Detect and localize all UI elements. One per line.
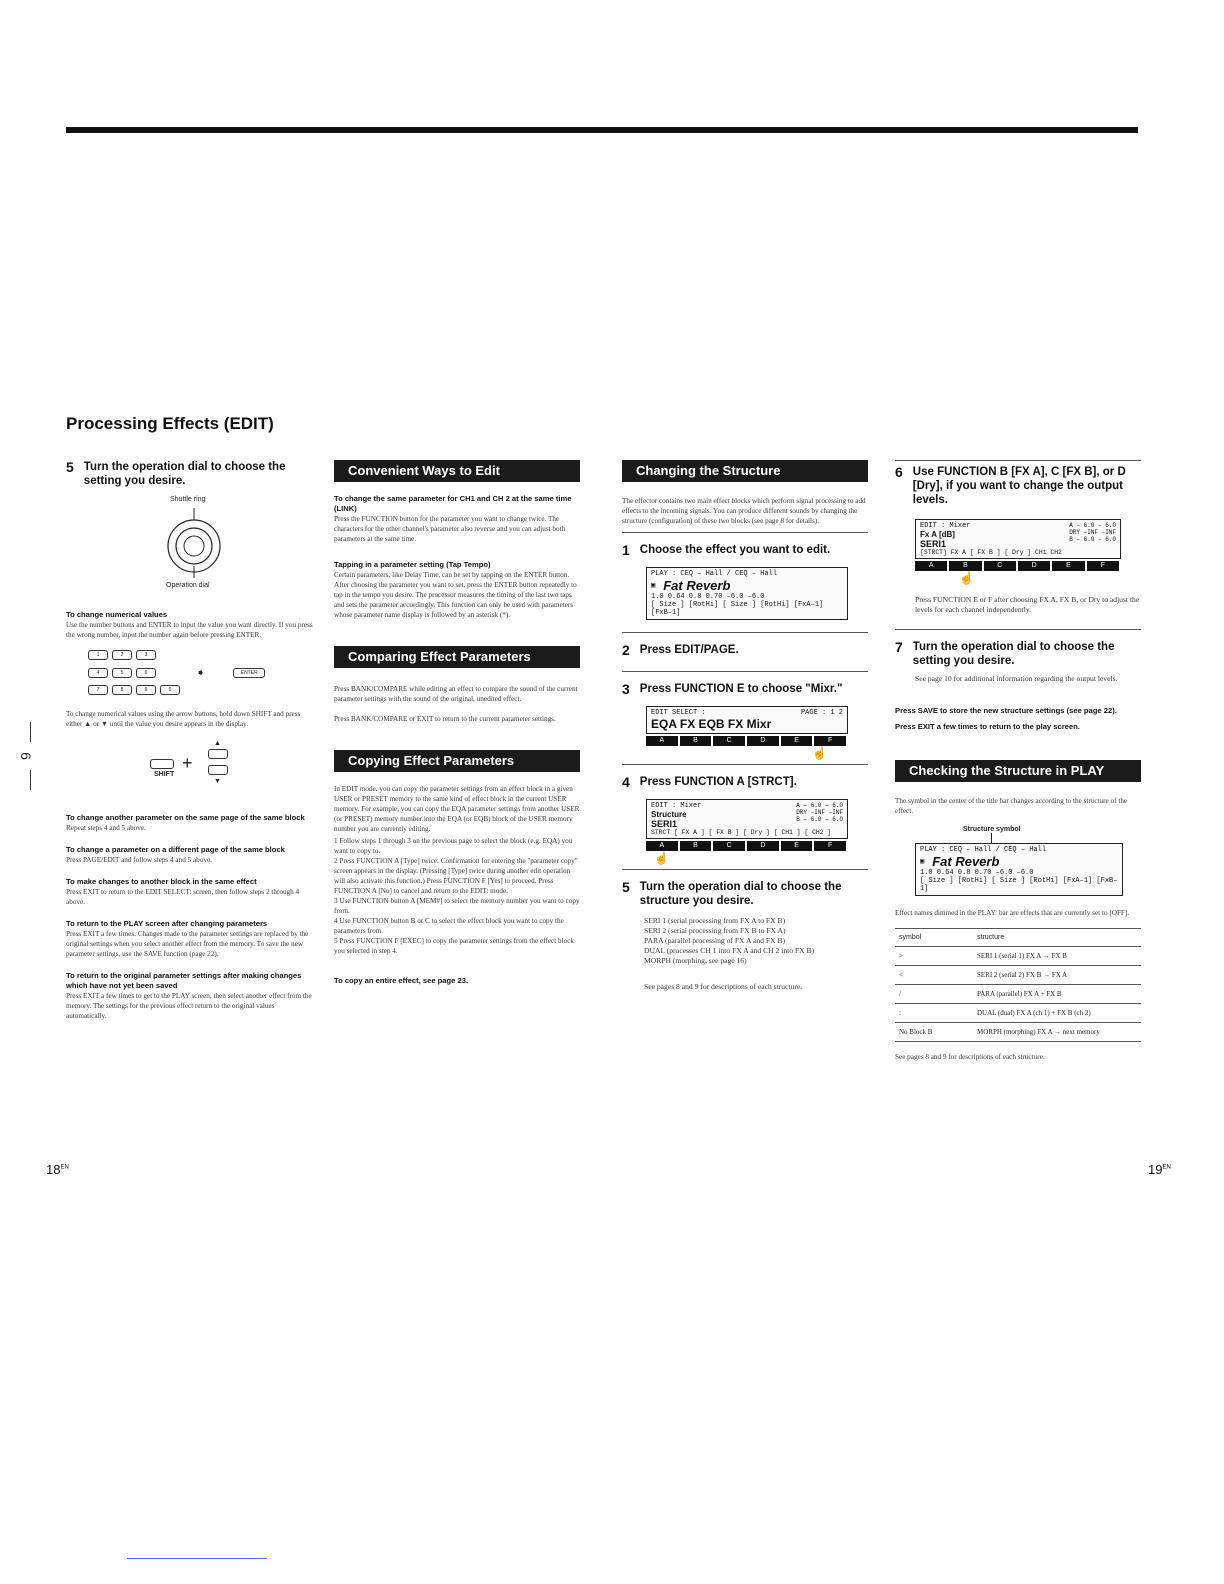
function-key-f[interactable]: F — [814, 841, 848, 851]
arrow-right-icon: ➧ — [196, 667, 206, 679]
section-text: Use the number buttons and ENTER to input the value you want directly. If you press the wrong number, input the number again before pressing ENTER. — [66, 621, 313, 639]
lcd-line: Fx A [dB] — [920, 530, 955, 539]
divider — [622, 764, 868, 765]
step-7: 7 Turn the operation dial to choose the setting you desire. — [895, 640, 1141, 668]
shift-label: SHIFT — [154, 771, 175, 778]
dial-illustration — [66, 498, 314, 588]
lcd-edit-mixer-fxa — [915, 519, 1121, 559]
section-title: To change another parameter on the same page of the same block — [66, 813, 305, 822]
key-1[interactable]: 1 — [88, 650, 108, 660]
divider — [895, 629, 1141, 630]
step-text: Press EDIT/PAGE. — [639, 644, 739, 656]
lcd-blocks: EQA FX EQB FX Mixr — [651, 717, 772, 731]
lcd-labels: [ Size ] [RotHi] [ Size ] [RotHi] [FxA–1] [FxB–1] — [920, 877, 1118, 893]
key-7[interactable]: 7 — [88, 685, 108, 695]
function-key-c[interactable]: C — [713, 736, 747, 746]
heading-comparing: Comparing Effect Parameters — [334, 646, 580, 668]
table-footer: See pages 8 and 9 for descriptions of each structure. — [895, 1053, 1045, 1061]
divider — [622, 532, 868, 533]
lcd-structure-icon: ▣ — [920, 858, 925, 866]
heading-convenient-ways: Convenient Ways to Edit — [334, 460, 580, 482]
copy-step: 3 Use FUNCTION button A [MEM#] to select the memory number you want to copy from. — [334, 897, 580, 915]
tap-tempo-text: Certain parameters, like Delay Time, can be set by tapping on the ENTER button. After choosing the parameter you want to set, press the ENTER button repeatedly to tap in the tempo you desire. The processor measures the timing of the last two taps and sets the parameter accordingly. This function can only be used with parameters whose parameter name display is followed by an asterisk (*). — [334, 571, 577, 619]
copy-intro: In EDIT mode, you can copy the parameter settings from an effect block in a given USER or PRESET memory to the same kind of effect block in the current USER memory. For example, you can copy the EQA parameter settings from another USER (or PRESET) memory number into the EQA (or EQB) block of the USER memory number you are currently editing. — [334, 785, 580, 833]
number-keys — [66, 650, 314, 695]
lcd-effect-name: Fat Reverb — [663, 578, 731, 593]
table-row: / PARA (parallel) FX A + FX B — [895, 985, 1141, 1004]
function-key-a[interactable]: A — [646, 736, 680, 746]
heading-checking-structure: Checking the Structure in PLAY Mode — [895, 760, 1141, 782]
step-text: Turn the operation dial to choose the setting you desire. — [912, 641, 1115, 667]
structure-item: SERI 2 (serial processing from FX B to FX A) — [644, 926, 786, 935]
divider — [895, 460, 1141, 461]
function-key-a[interactable]: A — [915, 561, 949, 571]
bottom-line — [127, 1558, 267, 1559]
save-note: Press SAVE to store the new structure settings (see page 22). — [895, 706, 1117, 715]
step-text: Press FUNCTION A [STRCT]. — [639, 776, 797, 788]
lcd-values: 1.0 0.64 0.8 0.70 –6.0 –6.0 — [651, 593, 765, 601]
lcd-line: EDIT : Mixer — [920, 522, 971, 530]
enter-key[interactable]: ENTER — [233, 668, 265, 678]
structure-list — [644, 916, 868, 966]
function-key-e[interactable]: E — [781, 736, 815, 746]
structure-table — [895, 928, 1141, 1042]
step7-note: See page 10 for additional information regarding the output levels. — [915, 674, 1118, 683]
section-title: To make changes to another block in the same effect — [66, 877, 257, 886]
table-row: No Block B MORPH (morphing) FX A → next memory — [895, 1023, 1141, 1042]
lcd-dry-value: DRY –INF –INF — [796, 809, 843, 816]
function-key-e[interactable]: E — [1052, 561, 1086, 571]
shuttle-label: Shuttle ring — [170, 496, 206, 503]
step-5: 5 Turn the operation dial to choose the structure you desire. — [622, 880, 868, 908]
page-number-left: $18^{EN}$ — [46, 1162, 69, 1177]
copy-footer: To copy an entire effect, see page 23. — [334, 976, 469, 985]
function-key-c[interactable]: C — [984, 561, 1018, 571]
step-text: Turn the operation dial to choose the setting you desire. — [83, 461, 286, 487]
function-key-a[interactable]: A — [646, 841, 680, 851]
function-key-b[interactable]: B — [680, 736, 714, 746]
check-intro: The symbol in the center of the title bar changes according to the structure of the effect. — [895, 797, 1128, 815]
section-title: To change a parameter on a different page of the same block — [66, 845, 285, 854]
function-key-f[interactable]: F — [814, 736, 848, 746]
lcd-values: 1.0 0.64 0.8 0.70 –6.0 –6.0 — [920, 869, 1034, 877]
down-key[interactable] — [208, 765, 228, 775]
structure-item: PARA (parallel processing of FX A and FX B) — [644, 936, 786, 945]
structure-item: MORPH (morphing, see page 16) — [644, 956, 747, 965]
key-2[interactable]: 2 — [112, 650, 132, 660]
step6-note: Press FUNCTION E or F after choosing FX A, FX B, or Dry to adjust the levels for each channel independently. — [915, 595, 1140, 614]
function-key-b[interactable]: B — [949, 561, 983, 571]
lcd-labels: [ Size ] [RotHi] [ Size ] [RotHi] [FxA–1] [FxB–1] — [651, 601, 824, 617]
compare-text-2: Press BANK/COMPARE or EXIT to return to the current parameter settings. — [334, 715, 556, 723]
pointer-line — [991, 833, 992, 843]
heading-changing-structure: Changing the Structure — [622, 460, 868, 482]
function-key-f[interactable]: F — [1087, 561, 1121, 571]
link-text: Press the FUNCTION button for the parameter you want to change twice. The characters for the other channel's parameter also reverse and you can adjust both parameters at the same time. — [334, 515, 566, 543]
copy-step: 4 Use FUNCTION button B or C to select the effect block you want to copy the parameters from. — [334, 917, 564, 935]
copy-step: 2 Press FUNCTION A [Type] twice. Confirmation for entering the "parameter copy" screen appears in the display. (Pressing [Type] twice during another edit operation will also activate this function.) Press FUNCTION F [Yes] to proceed. Press FUNCTION A [No] to cancel and return to the EDIT: mode. — [334, 857, 578, 895]
column-2 — [334, 460, 580, 986]
page-number-right: $19^{EN}$ — [1148, 1162, 1171, 1177]
key-8[interactable]: 8 — [112, 685, 132, 695]
lcd-play — [646, 567, 848, 620]
margin-rule-top — [30, 722, 31, 742]
margin-rule-bottom — [30, 770, 31, 790]
step-1: 1 Choose the effect you want to edit. — [622, 542, 831, 558]
copy-step: 1 Follow steps 1 through 3 on the previous page to select the block (e.g. EQA) you want to copy to. — [334, 837, 573, 855]
function-key-c[interactable]: C — [713, 841, 747, 851]
function-key-d[interactable]: D — [1018, 561, 1052, 571]
lcd-structure-icon: ▣ — [651, 582, 656, 590]
step-6: 6 Use FUNCTION B [FX A], C [FX B], or D [Dry], if you want to change the output levels. — [895, 465, 1141, 507]
section-text: Repeat steps 4 and 5 above. — [66, 824, 146, 832]
heading-copying: Copying Effect Parameters — [334, 750, 580, 772]
lcd-line: EDIT SELECT : — [651, 709, 706, 717]
lcd-effect-name: Fat Reverb — [932, 854, 1000, 869]
step-4: 4 Press FUNCTION A [STRCT]. — [622, 774, 797, 790]
step-3: 3 Press FUNCTION E to choose "Mixr." — [622, 681, 843, 697]
structure-symbol-label: Structure symbol — [963, 826, 1021, 833]
step-text: Choose the effect you want to edit. — [639, 544, 831, 556]
function-key-d[interactable]: D — [747, 736, 781, 746]
key-4[interactable]: 4 — [88, 668, 108, 678]
lcd-dry-value: DRY –INF –INF — [1069, 529, 1116, 536]
table-header: structure — [973, 929, 1141, 947]
step-2: 2 Press EDIT/PAGE. — [622, 642, 739, 658]
top-rule — [66, 127, 1138, 133]
lcd-line: Structure — [651, 810, 687, 819]
section-text: Press EXIT a few times. Changes made to the parameter settings are replaced by the original settings when you select another effect from the memory. To save the new parameter settings, use the SAVE function (page 22). — [66, 930, 309, 958]
plus-icon: + — [182, 753, 193, 773]
step-number: 5 — [66, 459, 74, 475]
step-5 — [66, 460, 314, 488]
table-row: > SERI 1 (serial 1) FX A → FX B — [895, 947, 1141, 966]
key-5[interactable]: 5 — [112, 668, 132, 678]
lcd-edit-select — [646, 706, 848, 734]
lcd-edit-mixer — [646, 799, 848, 839]
lcd-page: PAGE : 1 2 — [800, 709, 843, 717]
shift-key[interactable] — [150, 759, 174, 769]
section-title: To change numerical values — [66, 610, 168, 619]
up-key[interactable] — [208, 749, 228, 759]
lcd-play-structure — [915, 843, 1123, 896]
function-keys — [915, 561, 1121, 571]
copy-step: 5 Press FUNCTION F [EXEC] to copy the parameter settings from the effect block you selected in step 4. — [334, 937, 574, 955]
divider — [622, 869, 868, 870]
step-text: Use FUNCTION B [FX A], C [FX B], or D [Dry], if you want to change the output levels. — [912, 466, 1126, 506]
structure-item: DUAL (processes CH 1 into FX A and CH 2 into FX B) — [644, 946, 815, 955]
section-text: Press PAGE/EDIT and follow steps 4 and 5 above. — [66, 856, 212, 864]
function-key-d[interactable]: D — [747, 841, 781, 851]
exit-note: Press EXIT a few times to return to the play screen. — [895, 722, 1080, 731]
table-header: symbol — [895, 929, 973, 947]
hand-pointer-icon: ☝ — [959, 571, 974, 585]
key-0[interactable]: 0 — [160, 685, 180, 695]
dial-label: Operation dial — [166, 582, 210, 589]
table-row: : DUAL (dual) FX A (ch 1) + FX B (ch 2) — [895, 1004, 1141, 1023]
lcd-a-value: A – 6.0 – 6.0 — [796, 802, 843, 809]
section-text: Press EXIT to return to the EDIT SELECT: screen, then follow steps 2 through 4 above. — [66, 888, 300, 906]
table-row: < SERI 2 (serial 2) FX B → FX A — [895, 966, 1141, 985]
divider — [622, 632, 868, 633]
function-key-b[interactable]: B — [680, 841, 714, 851]
step-text: Press FUNCTION E to choose "Mixr." — [639, 683, 843, 695]
lcd-b-value: B – 6.0 – 6.0 — [1069, 536, 1116, 543]
lcd-b-value: B – 6.0 – 6.0 — [796, 816, 843, 823]
section-title: To return to the PLAY screen after changing parameters — [66, 919, 268, 928]
section-title: To return to the original parameter settings after making changes which have not yet been saved — [66, 971, 302, 990]
key-3[interactable]: 3 — [136, 650, 156, 660]
down-arrow-icon: ▼ — [214, 777, 221, 785]
hand-pointer-icon: ☝ — [812, 746, 827, 760]
column-4 — [895, 460, 1141, 1062]
lcd-row: [STRCT] FX A [ FX B ] [ Dry ] CH1 CH2 — [920, 549, 1062, 556]
dimmed-note: Effect names dimmed in the PLAY: bar are effects that are currently set to [OFF]. — [895, 909, 1130, 917]
hand-pointer-icon: ☝ — [654, 851, 669, 865]
tap-tempo-title: Tapping in a parameter setting (Tap Tempo) — [334, 560, 491, 569]
lcd-line: EDIT : Mixer — [651, 802, 702, 810]
lcd-line: PLAY : CEQ – Hall / CEQ – Hall — [651, 570, 778, 578]
compare-text-1: Press BANK/COMPARE while editing an effect to compare the sound of the current parameter settings with the sound of the original, unedited effect. — [334, 685, 578, 703]
section-text: Press EXIT a few times to get to the PLAY screen, then select another effect from the memory. The settings for the previous effect return to the original values automatically. — [66, 992, 312, 1020]
column-3 — [622, 460, 868, 992]
margin-page-mark: 6 — [17, 752, 34, 760]
lcd-line: SERI1 — [920, 539, 947, 549]
key-6[interactable]: 6 — [136, 668, 156, 678]
structure-item: SERI 1 (serial processing from FX A to FX B) — [644, 916, 786, 925]
see-pages: See pages 8 and 9 for descriptions of each structure. — [644, 982, 803, 991]
function-key-e[interactable]: E — [781, 841, 815, 851]
step-text: Turn the operation dial to choose the structure you desire. — [639, 881, 842, 907]
function-keys — [646, 841, 848, 851]
lcd-line: PLAY : CEQ – Hall / CEQ – Hall — [920, 846, 1047, 854]
lcd-line: SERI1 — [651, 819, 678, 829]
divider — [622, 671, 868, 672]
link-title: To change the same parameter for CH1 and CH 2 at the same time (LINK) — [334, 494, 572, 513]
page-title: Processing Effects (EDIT) — [66, 414, 274, 433]
structure-intro: The effector contains two main effect blocks which perform signal processing to add effects to the incoming signals. You can produce different sounds by changing the structure (configuration) of these two blocks (see page 8 for details). — [622, 497, 866, 525]
lcd-a-value: A – 6.0 – 6.0 — [1069, 522, 1116, 529]
column-1 — [66, 460, 314, 1021]
lcd-row: STRCT [ FX A ] [ FX B ] [ Dry ] [ CH1 ] [ CH2 ] — [651, 829, 832, 836]
shift-arrow-illustration — [66, 739, 314, 795]
function-keys — [646, 736, 848, 746]
dial-icon — [166, 508, 226, 578]
key-9[interactable]: 9 — [136, 685, 156, 695]
section-text: To change numerical values using the arrow buttons, hold down SHIFT and press either ▲ or ▼ until the value you desire appears in the display. — [66, 710, 301, 728]
up-arrow-icon: ▲ — [214, 739, 221, 747]
